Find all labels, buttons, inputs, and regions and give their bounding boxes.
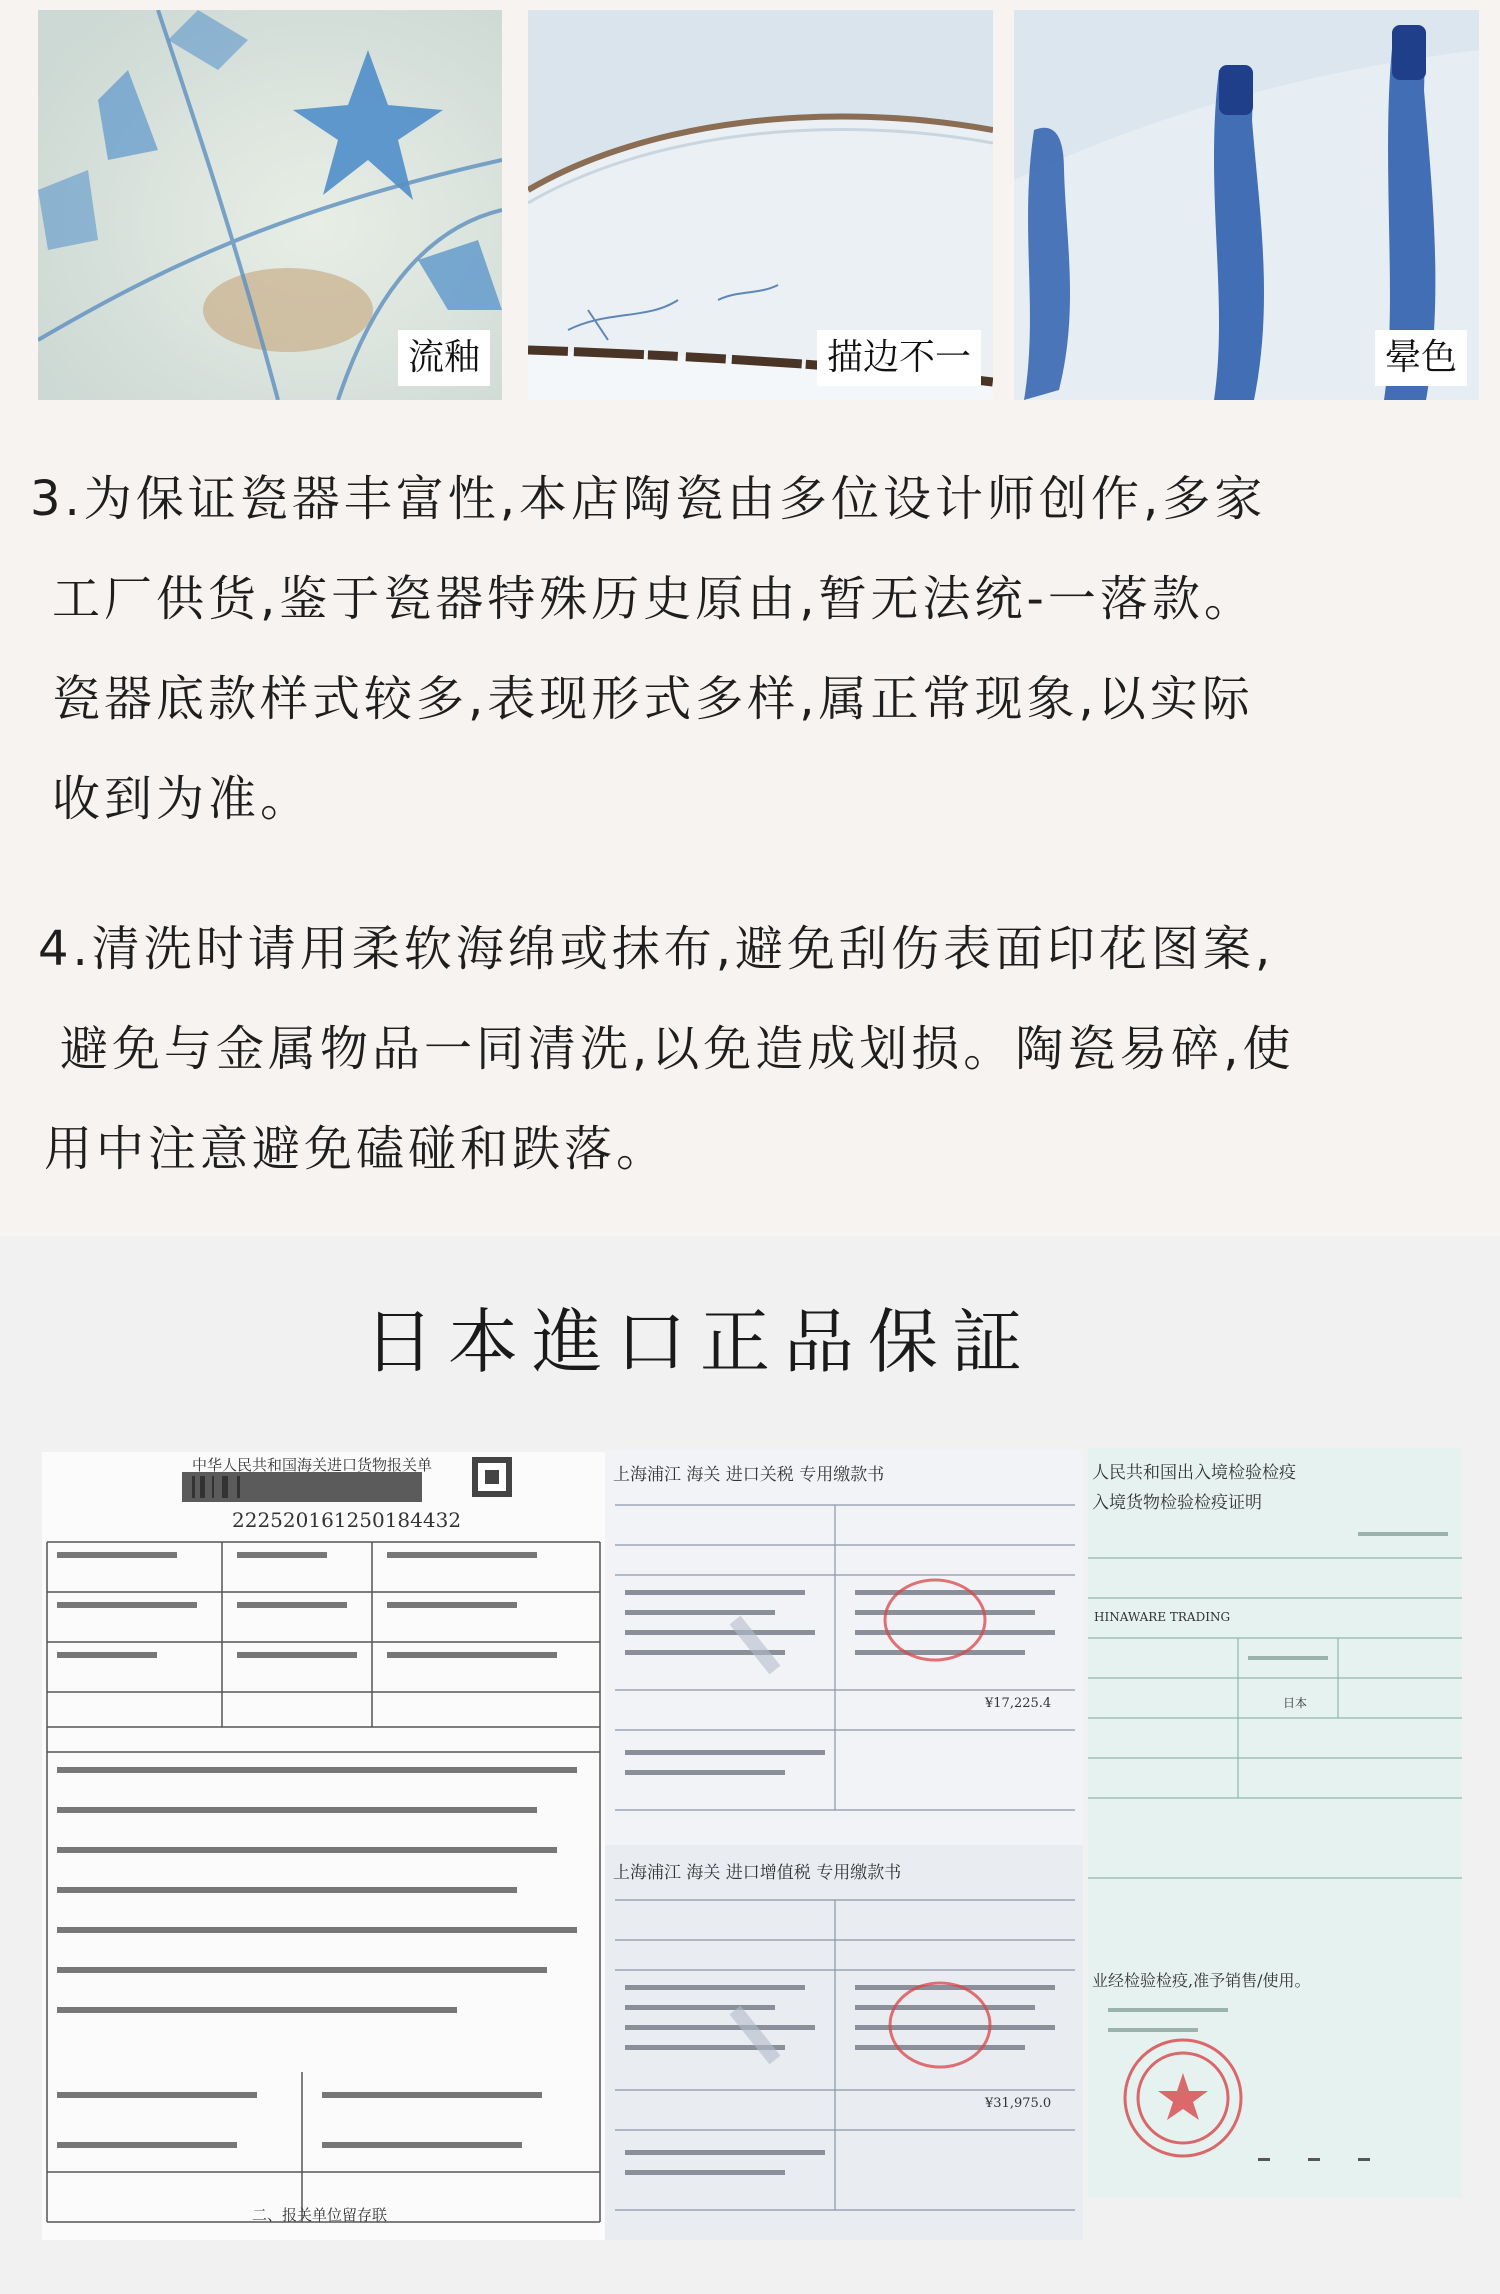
inspection-statement: 业经检验检疫,准予销售/使用。: [1092, 1971, 1311, 1990]
customs-declaration-document: [42, 1452, 605, 2240]
section-title: 日本進口正品保証: [364, 1301, 1036, 1383]
origin-country: 日本: [1283, 1696, 1308, 1710]
document-number: 222520161250184432: [232, 1508, 462, 1532]
photo-color-bleed: [1014, 10, 1479, 400]
photo-label: 流釉: [398, 330, 490, 386]
photo-rim-edge: [528, 10, 993, 400]
photo-glaze-flow: [38, 10, 502, 400]
inspection-certificate-document: [1088, 1448, 1462, 2198]
amount-value: ¥17,225.4: [985, 1696, 1052, 1711]
document-header: 中华人民共和国海关进口货物报关单: [192, 1456, 433, 1474]
photo-label: 晕色: [1375, 330, 1467, 386]
document-header: 入境货物检验检疫证明: [1092, 1493, 1262, 1513]
note-line: 收到为准。: [52, 771, 313, 827]
note-line: 3.为保证瓷器丰富性,本店陶瓷由多位设计师创作,多家: [30, 471, 1267, 527]
note-line: 工厂供货,鉴于瓷器特殊历史原由,暂无法统-一落款。: [52, 571, 1256, 627]
amount-value: ¥31,975.0: [985, 2096, 1052, 2111]
import-guarantee-section: [0, 1236, 1500, 2294]
note-line: 瓷器底款样式较多,表现形式多样,属正常现象,以实际: [52, 671, 1254, 727]
note-line: 4.清洗时请用柔软海绵或抹布,避免刮伤表面印花图案,: [38, 921, 1275, 977]
note-line: 用中注意避免磕碰和跌落。: [44, 1121, 669, 1177]
document-header: 上海浦江 海关 进口关税 专用缴款书: [613, 1465, 885, 1485]
note-line: 避免与金属物品一同清洗,以免造成划损。陶瓷易碎,使: [60, 1021, 1295, 1077]
document-header: 上海浦江 海关 进口增值税 专用缴款书: [613, 1863, 902, 1883]
photo-label: 描边不一: [817, 330, 981, 386]
note-porcelain-marks: [30, 460, 1450, 840]
document-footer: 二、报关单位留存联: [252, 2206, 388, 2224]
document-header: 人民共和国出入境检验检疫: [1092, 1463, 1296, 1483]
duty-payment-document: [605, 1450, 1083, 2240]
company-name: HINAWARE TRADING: [1094, 1610, 1231, 1624]
note-cleaning: [30, 910, 1450, 1200]
